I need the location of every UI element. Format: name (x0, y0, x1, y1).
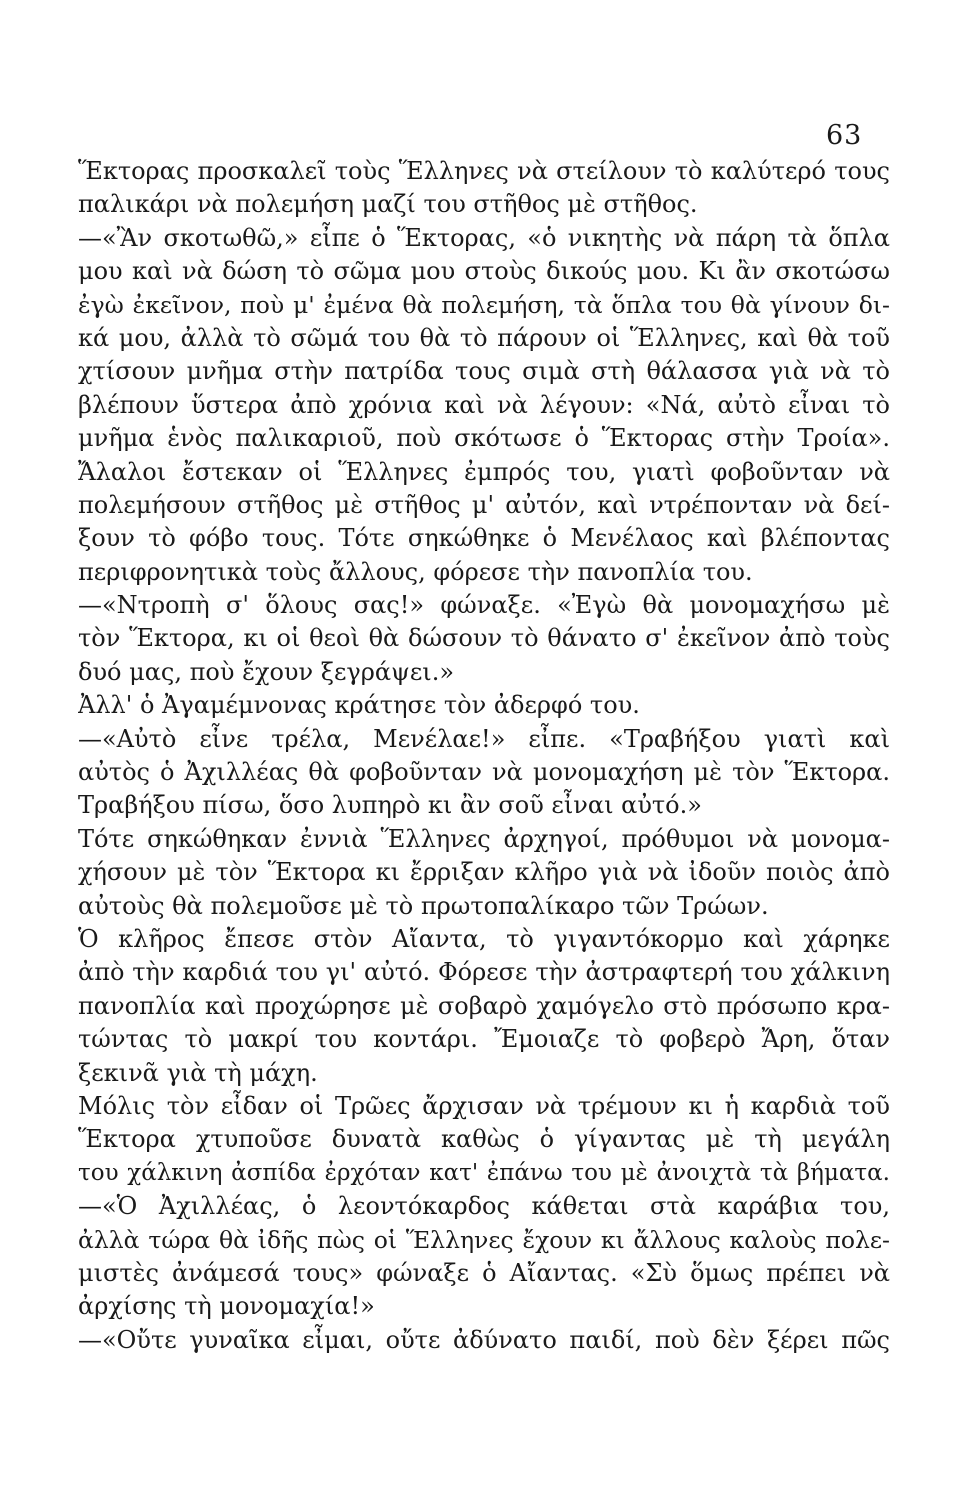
text-line: ξεκινᾶ γιὰ τὴ μάχη. (78, 1058, 318, 1087)
text-line: ἀπὸ τὴν καρδιά του γι' αὐτό. Φόρεσε τὴν ἀστραφτερή του χάλκινη (78, 958, 890, 987)
text-line: χήσουν μὲ τὸν Ἕκτορα κι ἔρριξαν κλῆρο γιὰ νὰ ἰδοῦν ποιὸς ἀπὸ (78, 858, 890, 887)
text-line: δυό μας, ποὺ ἔχουν ξεγράψει.» (78, 657, 455, 686)
text-line: Ἄλαλοι ἔστεκαν οἱ Ἕλληνες ἐμπρός του, γιατὶ φοβοῦνταν νὰ (78, 457, 890, 486)
text-line: πανοπλία καὶ προχώρησε μὲ σοβαρὸ χαμόγελο στὸ πρόσωπο κρα- (78, 991, 890, 1020)
text-line: περιφρονητικὰ τοὺς ἄλλους, φόρεσε τὴν πανοπλία του. (78, 557, 753, 586)
text-line: —«Οὔτε γυναῖκα εἶμαι, οὔτε ἀδύνατο παιδί, ποὺ δὲν ξέρει πῶς (78, 1325, 890, 1354)
text-line: παλικάρι νὰ πολεμήση μαζί του στῆθος μὲ στῆθος. (78, 190, 698, 219)
text-line: Ἕκτορα χτυποῦσε δυνατὰ καθὼς ὁ γίγαντας μὲ τὴ μεγάλη (78, 1125, 890, 1154)
text-line: τώντας τὸ μακρί του κοντάρι. Ἔμοιαζε τὸ φοβερὸ Ἄρη, ὅταν (78, 1025, 890, 1054)
text-line: Μόλις τὸν εἶδαν οἱ Τρῶες ἄρχισαν νὰ τρέμουν κι ἡ καρδιὰ τοῦ (78, 1091, 890, 1120)
text-line: αὐτὸς ὁ Ἀχιλλέας θὰ φοβοῦνταν νὰ μονομαχήση μὲ τὸν Ἕκτορα. (78, 758, 890, 787)
body-text (78, 155, 890, 1357)
text-line: κά μου, ἀλλὰ τὸ σῶμά του θὰ τὸ πάρουν οἱ Ἕλληνες, καὶ θὰ τοῦ (78, 323, 890, 352)
text-line: —«Ντροπὴ σ' ὅλους σας!» φώναξε. «Ἐγὼ θὰ μονομαχήσω μὲ (78, 591, 890, 620)
text-line: Ὁ κλῆρος ἔπεσε στὸν Αἴαντα, τὸ γιγαντόκορμο καὶ χάρηκε (78, 924, 890, 953)
text-line: ἐγὼ ἐκεῖνον, ποὺ μ' ἐμένα θὰ πολεμήση, τὰ ὅπλα του θὰ γίνουν δι- (78, 290, 890, 319)
text-line: μιστὲς ἀνάμεσά τους» φώναξε ὁ Αἴαντας. «Σὺ ὅμως πρέπει νὰ (78, 1258, 890, 1287)
text-line: μνῆμα ἑνὸς παλικαριοῦ, ποὺ σκότωσε ὁ Ἕκτορας στὴν Τροία». (78, 424, 890, 453)
text-line: του χάλκινη ἀσπίδα ἐρχόταν κατ' ἐπάνω του μὲ ἀνοιχτὰ τὰ βήματα. (78, 1159, 890, 1186)
text-line: ξουν τὸ φόβο τους. Τότε σηκώθηκε ὁ Μενέλαος καὶ βλέποντας (78, 524, 890, 553)
text-line: —«Ἂν σκοτωθῶ,» εἶπε ὁ Ἕκτορας, «ὁ νικητὴς νὰ πάρη τὰ ὅπλα (78, 223, 890, 252)
text-line: τὸν Ἕκτορα, κι οἱ θεοὶ θὰ δώσουν τὸ θάνατο σ' ἐκεῖνον ἀπὸ τοὺς (78, 624, 890, 653)
text-line: χτίσουν μνῆμα στὴν πατρίδα τους σιμὰ στὴ θάλασσα γιὰ νὰ τὸ (78, 357, 890, 386)
text-line: ἀρχίσης τὴ μονομαχία!» (78, 1292, 375, 1321)
text-line: βλέπουν ὕστερα ἀπὸ χρόνια καὶ νὰ λέγουν: «Νά, αὐτὸ εἶναι τὸ (78, 390, 890, 419)
text-line: πολεμήσουν στῆθος μὲ στῆθος μ' αὐτόν, καὶ ντρέπονταν νὰ δεί- (78, 490, 890, 519)
text-line: —«Αὐτὸ εἶνε τρέλα, Μενέλαε!» εἶπε. «Τραβήξου γιατὶ καὶ (78, 724, 890, 753)
text-line: Τότε σηκώθηκαν ἐννιὰ Ἕλληνες ἀρχηγοί, πρόθυμοι νὰ μονομα- (78, 824, 890, 853)
text-line: αὐτοὺς θὰ πολεμοῦσε μὲ τὸ πρωτοπαλίκαρο τῶν Τρώων. (78, 891, 769, 920)
page-number: 63 (826, 120, 863, 151)
text-line: ἀλλὰ τώρα θὰ ἰδῆς πὼς οἱ Ἕλληνες ἔχουν κι ἄλλους καλοὺς πολε- (78, 1225, 890, 1254)
text-line: Ἕκτορας προσκαλεῖ τοὺς Ἕλληνες νὰ στείλουν τὸ καλύτερό τους (78, 157, 890, 185)
text-line: —«Ὁ Ἀχιλλέας, ὁ λεοντόκαρδος κάθεται στὰ καράβια του, (78, 1192, 890, 1221)
text-line: Τραβήξου πίσω, ὅσο λυπηρὸ κι ἂν σοῦ εἶναι αὐτό.» (78, 791, 702, 820)
text-line: Ἀλλ' ὁ Ἀγαμέμνονας κράτησε τὸν ἀδερφό του. (78, 691, 640, 720)
text-line: μου καὶ νὰ δώση τὸ σῶμα μου στοὺς δικούς μου. Κι ἂν σκοτώσω (78, 257, 890, 286)
